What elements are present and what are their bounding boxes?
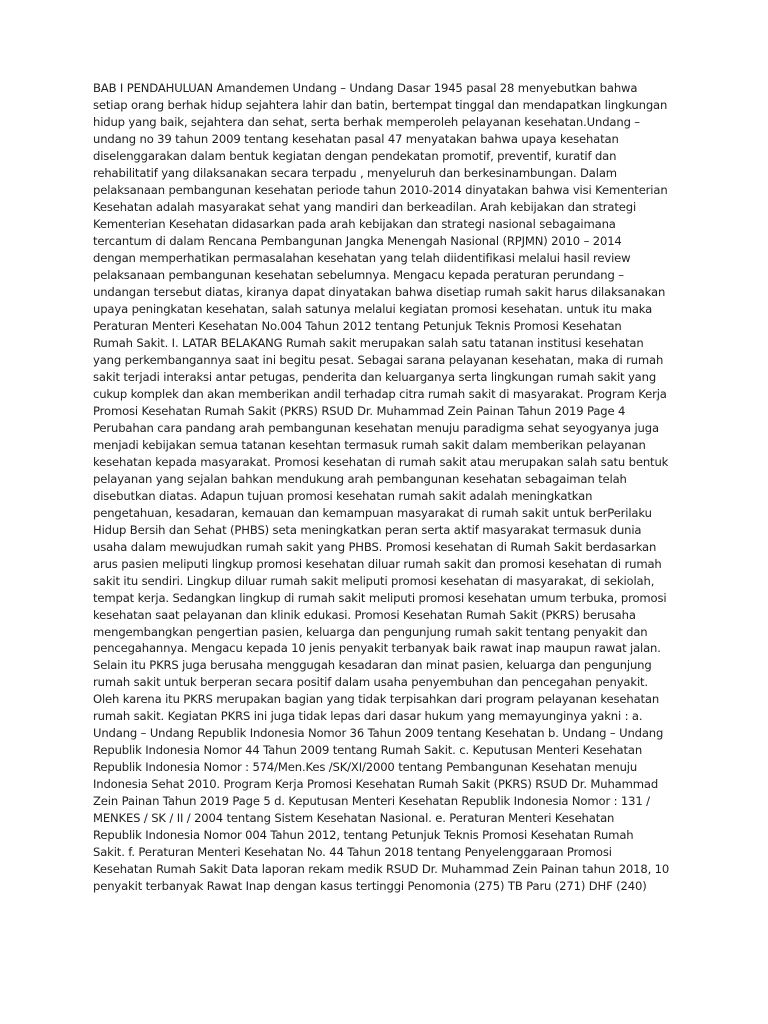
text-line: Peraturan Menteri Kesehatan No.004 Tahun 2012 tentang Petunjuk Teknis Promosi Kesehatan bbox=[93, 318, 622, 333]
text-line: kesehatan saat pelayanan dan klinik edukasi. Promosi Kesehatan Rumah Sakit (PKRS) berusaha bbox=[93, 607, 636, 622]
text-line: Rumah Sakit. I. LATAR BELAKANG Rumah sakit merupakan salah satu tatanan institusi kesehatan bbox=[93, 335, 644, 350]
text-line: Hidup Bersih dan Sehat (PHBS) seta meningkatkan peran serta aktif masyarakat termasuk dunia bbox=[93, 522, 642, 537]
text-line: mengembangkan pengertian pasien, keluarga dan pengunjung rumah sakit tentang penyakit dan bbox=[93, 624, 648, 639]
text-line: upaya peningkatan kesehatan, salah satunya melalui kegiatan promosi kesehatan. untuk itu maka bbox=[93, 301, 653, 316]
text-line: pelaksanaan pembangunan kesehatan periode tahun 2010-2014 dinyatakan bahwa visi Kementerian bbox=[93, 182, 668, 197]
text-line: hidup yang baik, sejahtera dan sehat, serta berhak memperoleh pelayanan kesehatan.Undang – bbox=[93, 114, 640, 129]
text-line: undangan tersebut diatas, kiranya dapat dinyatakan bahwa disetiap rumah sakit harus dilaksanakan bbox=[93, 284, 666, 299]
text-line: Undang – Undang Republik Indonesia Nomor 36 Tahun 2009 tentang Kesehatan b. Undang – Undang bbox=[93, 726, 664, 741]
text-line: pengetahuan, kesadaran, kemauan dan kemampuan masyarakat di rumah sakit untuk berPerilaku bbox=[93, 505, 652, 520]
text-line: Selain itu PKRS juga berusaha menggugah kesadaran dan minat pasien, keluarga dan pengunjung bbox=[93, 658, 652, 673]
text-line: diselenggarakan dalam bentuk kegiatan dengan pendekatan promotif, preventif, kuratif dan bbox=[93, 148, 617, 163]
text-line: rumah sakit. Kegiatan PKRS ini juga tidak lepas dari dasar hukum yang memayunginya yakni : a. bbox=[93, 709, 643, 724]
text-line: Perubahan cara pandang arah pembangunan kesehatan menuju paradigma sehat seyogyanya juga bbox=[93, 420, 659, 435]
text-line: disebutkan diatas. Adapun tujuan promosi kesehatan rumah sakit adalah meningkatkan bbox=[93, 488, 593, 503]
text-line: rumah sakit untuk berperan secara positif dalam usaha penyembuhan dan pencegahan penyakit. bbox=[93, 675, 648, 690]
document-body bbox=[93, 80, 683, 895]
text-line: Sakit. f. Peraturan Menteri Kesehatan No. 44 Tahun 2018 tentang Penyelenggaraan Promosi bbox=[93, 845, 612, 860]
text-line: Kesehatan adalah masyarakat sehat yang mandiri dan berkeadilan. Arah kebijakan dan strategi bbox=[93, 199, 637, 214]
text-line: tercantum di dalam Rencana Pembangunan Jangka Menengah Nasional (RPJMN) 2010 – 2014 bbox=[93, 233, 622, 248]
text-line: cukup komplek dan akan memberikan andil terhadap citra rumah sakit di masyarakat. Program Kerja bbox=[93, 386, 667, 401]
text-line: setiap orang berhak hidup sejahtera lahir dan batin, bertempat tinggal dan mendapatkan lingkungan bbox=[93, 97, 668, 112]
text-line: pelaksanaan pembangunan kesehatan sebelumnya. Mengacu kepada peraturan perundang – bbox=[93, 267, 624, 282]
text-line: yang perkembangannya saat ini begitu pesat. Sebagai sarana pelayanan kesehatan, maka di rumah bbox=[93, 352, 664, 367]
text-line: usaha dalam mewujudkan rumah sakit yang PHBS. Promosi kesehatan di Rumah Sakit berdasarkan bbox=[93, 539, 657, 554]
text-line: sakit terjadi interaksi antar petugas, penderita dan keluarganya serta lingkungan rumah sakit yang bbox=[93, 369, 657, 384]
text-line: rehabilitatif yang dilaksanakan secara terpadu , menyeluruh dan berkesinambungan. Dalam bbox=[93, 165, 617, 180]
text-line: pencegahannya. Mengacu kepada 10 jenis penyakit terbanyak baik rawat inap maupun rawat jalan. bbox=[93, 641, 661, 656]
text-line: menjadi kebijakan semua tatanan kesehtan termasuk rumah sakit dalam memberikan pelayanan bbox=[93, 437, 646, 452]
text-line: undang no 39 tahun 2009 tentang kesehatan pasal 47 menyatakan bahwa upaya kesehatan bbox=[93, 131, 619, 146]
text-line: Indonesia Sehat 2010. Program Kerja Promosi Kesehatan Rumah Sakit (PKRS) RSUD Dr. Muhammad bbox=[93, 777, 659, 792]
text-line: penyakit terbanyak Rawat Inap dengan kasus tertinggi Penomonia (275) TB Paru (271) DHF (240) bbox=[93, 879, 647, 894]
text-line: Zein Painan Tahun 2019 Page 5 d. Keputusan Menteri Kesehatan Republik Indonesia Nomor : 131 / bbox=[93, 794, 650, 809]
text-line: Kementerian Kesehatan didasarkan pada arah kebijakan dan strategi nasional sebagaimana bbox=[93, 216, 616, 231]
text-line: kesehatan kepada masyarakat. Promosi kesehatan di rumah sakit atau merupakan salah satu bentuk bbox=[93, 454, 669, 469]
text-line: sakit itu sendiri. Lingkup diluar rumah sakit meliputi promosi kesehatan di masyarakat, di sekiolah, bbox=[93, 573, 655, 588]
text-line: Republik Indonesia Nomor 004 Tahun 2012, tentang Petunjuk Teknis Promosi Kesehatan Rumah bbox=[93, 828, 634, 843]
text-line: Kesehatan Rumah Sakit Data laporan rekam medik RSUD Dr. Muhammad Zein Painan tahun 2018, 10 bbox=[93, 862, 670, 877]
text-line: arus pasien meliputi lingkup promosi kesehatan diluar rumah sakit dan promosi kesehatan di rumah bbox=[93, 556, 662, 571]
text-line: BAB I PENDAHULUAN Amandemen Undang – Undang Dasar 1945 pasal 28 menyebutkan bahwa bbox=[93, 81, 638, 95]
text-line: Republik Indonesia Nomor : 574/Men.Kes /SK/XI/2000 tentang Pembangunan Kesehatan menuju bbox=[93, 760, 638, 775]
text-line: Republik Indonesia Nomor 44 Tahun 2009 tentang Rumah Sakit. c. Keputusan Menteri Kesehatan bbox=[93, 743, 643, 758]
text-line: tempat kerja. Sedangkan lingkup di rumah sakit meliputi promosi kesehatan umum terbuka, promosi bbox=[93, 590, 667, 605]
text-line: Oleh karena itu PKRS merupakan bagian yang tidak terpisahkan dari program pelayanan kesehatan bbox=[93, 692, 660, 707]
text-line: Promosi Kesehatan Rumah Sakit (PKRS) RSUD Dr. Muhammad Zein Painan Tahun 2019 Page 4 bbox=[93, 403, 626, 418]
text-line: MENKES / SK / II / 2004 tentang Sistem Kesehatan Nasional. e. Peraturan Menteri Kesehatan bbox=[93, 811, 615, 826]
text-line: pelayanan yang sejalan bahkan mendukung arah pembangunan kesehatan sebagaiman telah bbox=[93, 471, 627, 486]
text-line: dengan memperhatikan permasalahan kesehatan yang telah diidentifikasi melalui hasil review bbox=[93, 250, 631, 265]
